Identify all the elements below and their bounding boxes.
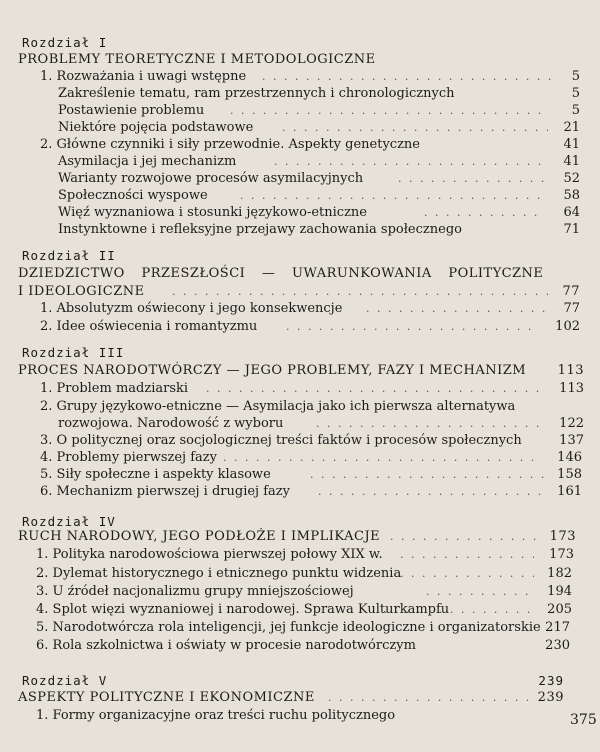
toc-entry [0,707,600,725]
toc-entry [0,85,600,103]
toc-entry-page: 194 [547,584,572,599]
toc-entry-page: 21 [563,120,580,135]
chapter-heading-page: 239 [538,673,564,688]
page-number: 375 [570,712,597,728]
toc-leader [212,449,542,467]
toc-entry-page: 102 [555,319,580,334]
toc-entry-text: 1. Rozważania i uwagi wstępne [40,69,247,84]
toc-entry-page: 77 [563,301,580,316]
chapter-title-page: 239 [537,690,564,705]
toc-leader [400,546,534,564]
toc-entry [0,449,600,467]
toc-entry-page: 230 [545,638,570,653]
toc-entry-text: 6. Rola szkolnictwa i oświaty w procesie narodotwórczym [36,638,416,653]
toc-entry [0,601,600,619]
toc-entry-page: 5 [571,86,580,101]
chapter-heading-text: Rozdział I [22,35,108,50]
toc-entry [0,380,600,398]
toc-entry-page: 137 [559,433,584,448]
chapter-heading [0,247,600,265]
toc-leader [316,415,546,433]
toc-entry-text: 4. Problemy pierwszej fazy [40,450,217,465]
toc-entry-page: 64 [563,205,580,220]
chapter-title-page: 77 [562,284,580,299]
chapter-title-line: PROBLEMY TEORETYCZNE I METODOLOGICZNE [18,52,376,67]
toc-entry [0,170,600,188]
toc-entry [0,546,600,564]
toc-leader [282,119,548,137]
toc-entry-text: Zakreślenie tematu, ram przestrzennych i chronologicznych [58,86,455,101]
chapter-title [0,362,600,380]
toc-entry [0,119,600,137]
toc-leader [172,283,548,301]
toc-entry-text: Instynktowne i refleksyjne przejawy zachowania społecznego [58,222,462,237]
toc-entry [0,583,600,601]
chapter-title-line: DZIEDZICTWO PRZESZŁOŚCI — UWARUNKOWANIA POLITYCZNE [18,266,544,281]
toc-entry-text: Więź wyznaniowa i stosunki językowo-etniczne [58,205,367,220]
chapter-title [0,283,600,301]
toc-leader [398,170,544,188]
toc-leader [318,483,544,501]
toc-entry [0,415,600,433]
toc-entry-text: Niektóre pojęcia podstawowe [58,120,254,135]
chapter-title-line: I IDEOLOGICZNE [18,284,145,299]
chapter-title [0,51,600,69]
toc-entry-text: 1. Polityka narodowościowa pierwszej połowy XIX w. [36,547,383,562]
toc-entry [0,398,600,416]
toc-entry [0,466,600,484]
chapter-title-line: RUCH NARODOWY, JEGO PODŁOŻE I IMPLIKACJE [18,529,381,544]
chapter-heading [0,672,600,690]
toc-entry [0,68,600,86]
toc-entry-page: 146 [557,450,582,465]
toc-entry-page: 158 [557,467,582,482]
toc-entry-text: 1. Formy organizacyjne oraz treści ruchu politycznego [36,708,396,723]
toc-entry-text: 2. Idee oświecenia i romantyzmu [40,319,258,334]
toc-entry-page: 182 [547,566,572,581]
toc-entry-text: Społeczności wyspowe [58,188,208,203]
toc-entry [0,102,600,120]
toc-entry-text: Warianty rozwojowe procesów asymilacyjnych [58,171,364,186]
toc-leader [240,187,544,205]
toc-entry-page: 5 [571,103,580,118]
toc-entry [0,432,600,450]
toc-entry-page: 173 [549,547,574,562]
toc-leader [310,466,544,484]
chapter-title [0,265,600,283]
toc-leader [384,601,534,619]
toc-entry-page: 52 [563,171,580,186]
toc-leader [274,153,546,171]
chapter-title-page: 113 [557,363,584,378]
chapter-heading [0,344,600,362]
toc-entry [0,204,600,222]
toc-entry-text: 2. Główne czynniki i siły przewodnie. Aspekty genetyczne [40,137,420,152]
toc-entry-text: 5. Siły społeczne i aspekty klasowe [40,467,271,482]
toc-entry-text: 3. U źródeł nacjonalizmu grupy mniejszościowej [36,584,354,599]
toc-entry-page: 41 [563,137,580,152]
toc-leader [366,300,548,318]
toc-entry-page: 41 [563,154,580,169]
toc-leader [426,583,534,601]
toc-entry-page: 217 [545,620,570,635]
toc-leader [424,204,544,222]
toc-entry-page: 58 [563,188,580,203]
chapter-title [0,528,600,546]
toc-leader [328,689,528,707]
toc-entry-page: 113 [559,381,584,396]
toc-leader [286,318,538,336]
toc-entry-text: 2. Grupy językowo-etniczne — Asymilacja jako ich pierwsza alternatywa [40,399,516,414]
chapter-title-page: 173 [549,529,576,544]
toc-entry-page: 71 [563,222,580,237]
toc-entry [0,483,600,501]
toc-entry-text: 2. Dylemat historycznego i etnicznego punktu widzenia [36,566,402,581]
toc-entry [0,187,600,205]
toc-leader [230,102,550,120]
chapter-title [0,689,600,707]
toc-entry [0,153,600,171]
chapter-heading-text: Rozdział II [22,248,116,263]
toc-entry [0,637,600,655]
chapter-heading-text: Rozdział III [22,345,125,360]
toc-entry-text: 4. Splot więzi wyznaniowej i narodowej. Sprawa Kulturkampfu [36,602,450,617]
chapter-heading-text: Rozdział IV [22,514,116,529]
toc-leader [400,565,534,583]
toc-entry-page: 5 [571,69,580,84]
toc-entry-text: Postawienie problemu [58,103,205,118]
toc-entry-text: 1. Absolutyzm oświecony i jego konsekwencje [40,301,343,316]
toc-entry-text: Asymilacja i jej mechanizm [58,154,237,169]
toc-leader [262,68,552,86]
toc-entry [0,565,600,583]
toc-entry [0,136,600,154]
toc-entry-page: 122 [559,416,584,431]
toc-entry-text: 6. Mechanizm pierwszej i drugiej fazy [40,484,290,499]
toc-entry-text: 5. Narodotwórcza rola inteligencji, jej funkcje ideologiczne i organizatorskie [36,620,541,635]
toc-leader [206,380,546,398]
toc-leader [390,528,540,546]
chapter-heading-text: Rozdział V [22,673,108,688]
toc-entry [0,318,600,336]
toc-entry-text: rozwojowa. Narodowość z wyboru [58,416,284,431]
toc-entry-text: 3. O politycznej oraz socjologicznej treści faktów i procesów społecznych [40,433,522,448]
toc-entry-text: 1. Problem madziarski [40,381,189,396]
chapter-title-line: ASPEKTY POLITYCZNE I EKONOMICZNE [18,690,315,705]
toc-entry-page: 161 [557,484,582,499]
toc-entry-page: 205 [547,602,572,617]
toc-entry [0,619,600,637]
chapter-title-line: PROCES NARODOTWÓRCZY — JEGO PROBLEMY, FAZY I MECHANIZM [18,363,527,378]
chapter-heading [0,34,600,52]
toc-entry [0,300,600,318]
toc-entry [0,221,600,239]
